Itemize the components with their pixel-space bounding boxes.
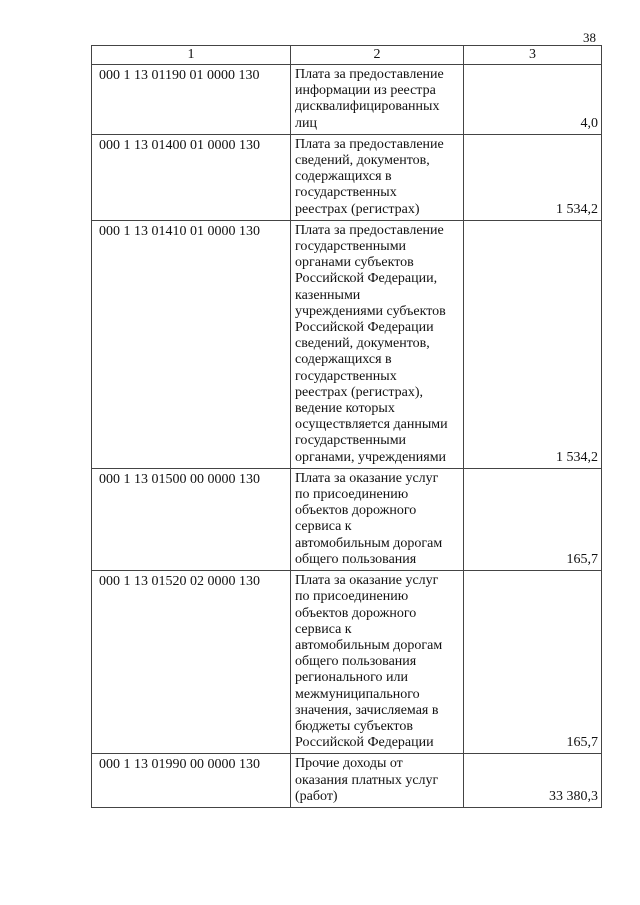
table-row bbox=[92, 571, 602, 754]
revenue-name-line: Плата за оказание услуг bbox=[295, 470, 439, 486]
revenue-name-line: общего пользования bbox=[295, 551, 417, 567]
revenue-name-line: сервиса к bbox=[295, 621, 352, 637]
revenue-name bbox=[291, 468, 464, 570]
revenue-code: 000 1 13 01190 01 0000 130 bbox=[92, 65, 291, 135]
revenue-name-line: Плата за предоставление bbox=[295, 67, 444, 82]
revenue-name bbox=[291, 220, 464, 468]
revenue-name-line: объектов дорожного bbox=[295, 605, 417, 621]
revenue-name-line: объектов дорожного bbox=[295, 503, 417, 519]
revenue-name-line: органами, учреждениями bbox=[295, 449, 447, 465]
revenue-name-line: осуществляется данными bbox=[295, 417, 448, 433]
revenue-name-line: государственных bbox=[295, 185, 397, 201]
revenue-name-line: государственных bbox=[295, 368, 397, 384]
revenue-amount: 1 534,2 bbox=[464, 134, 602, 220]
column-header-code: 1 bbox=[92, 46, 291, 65]
table-row bbox=[92, 220, 602, 468]
revenue-name bbox=[291, 754, 464, 808]
header-row bbox=[92, 46, 602, 65]
revenue-code: 000 1 13 01990 00 0000 130 bbox=[92, 754, 291, 808]
revenue-name-line: информации из реестра bbox=[295, 83, 436, 99]
revenue-name-line: значения, зачисляемая в bbox=[295, 702, 439, 718]
revenue-name-line: автомобильным дорогам bbox=[295, 535, 443, 551]
revenue-name-line: Российской Федерации, bbox=[295, 271, 438, 287]
revenue-amount: 1 534,2 bbox=[464, 220, 602, 468]
revenue-name-line: сведений, документов, bbox=[295, 153, 430, 169]
revenue-name-line: содержащихся в bbox=[295, 352, 392, 368]
revenue-code: 000 1 13 01520 02 0000 130 bbox=[92, 571, 291, 754]
revenue-name-line: реестрах (регистрах), bbox=[295, 384, 423, 400]
revenue-name-line: реестрах (регистрах) bbox=[295, 201, 420, 217]
table-row bbox=[92, 134, 602, 220]
revenue-name-line: государственными bbox=[295, 433, 407, 449]
revenue-name bbox=[291, 65, 464, 135]
revenue-name-line: Российской Федерации bbox=[295, 320, 434, 336]
revenue-name-line: лиц bbox=[295, 115, 317, 131]
revenue-name-line: Плата за предоставление bbox=[295, 222, 444, 238]
revenue-name-line: бюджеты субъектов bbox=[295, 718, 413, 734]
revenue-name-line: (работ) bbox=[295, 788, 338, 804]
revenue-amount: 165,7 bbox=[464, 571, 602, 754]
revenue-name-line: автомобильным дорогам bbox=[295, 637, 443, 653]
revenue-name-line: общего пользования bbox=[295, 654, 417, 670]
table-body bbox=[92, 65, 602, 808]
revenue-name-line: Российской Федерации bbox=[295, 735, 434, 751]
column-header-name: 2 bbox=[291, 46, 464, 65]
revenue-name-line: органами субъектов bbox=[295, 255, 414, 271]
revenue-name-line: сервиса к bbox=[295, 519, 352, 535]
revenue-name bbox=[291, 134, 464, 220]
revenue-name-line: дисквалифицированных bbox=[295, 99, 440, 115]
revenue-name-line: казенными bbox=[295, 287, 361, 303]
revenue-name-line: ведение которых bbox=[295, 401, 395, 417]
revenue-code: 000 1 13 01400 01 0000 130 bbox=[92, 134, 291, 220]
revenue-name-line: межмуниципального bbox=[295, 686, 420, 702]
revenue-name-line: Плата за предоставление bbox=[295, 136, 444, 152]
revenue-table bbox=[91, 45, 602, 808]
revenue-amount: 165,7 bbox=[464, 468, 602, 570]
revenue-name-line: Прочие доходы от bbox=[295, 756, 403, 772]
revenue-name-line: оказания платных услуг bbox=[295, 772, 439, 788]
column-header-amount: 3 bbox=[464, 46, 602, 65]
revenue-name-line: сведений, документов, bbox=[295, 336, 430, 352]
revenue-amount: 4,0 bbox=[464, 65, 602, 135]
page-number: 38 bbox=[583, 30, 596, 45]
revenue-code: 000 1 13 01500 00 0000 130 bbox=[92, 468, 291, 570]
revenue-amount: 33 380,3 bbox=[464, 754, 602, 808]
revenue-name-line: содержащихся в bbox=[295, 169, 392, 185]
revenue-name-line: регионального или bbox=[295, 670, 409, 686]
table-header bbox=[92, 46, 602, 65]
table-row bbox=[92, 754, 602, 808]
table-row bbox=[92, 468, 602, 570]
revenue-name-line: учреждениями субъектов bbox=[295, 303, 446, 319]
table-row bbox=[92, 65, 602, 135]
revenue-name-line: государственными bbox=[295, 239, 407, 255]
revenue-name-line: по присоединению bbox=[295, 589, 409, 605]
revenue-code: 000 1 13 01410 01 0000 130 bbox=[92, 220, 291, 468]
revenue-name bbox=[291, 571, 464, 754]
revenue-name-line: по присоединению bbox=[295, 487, 409, 503]
revenue-name-line: Плата за оказание услуг bbox=[295, 573, 439, 589]
